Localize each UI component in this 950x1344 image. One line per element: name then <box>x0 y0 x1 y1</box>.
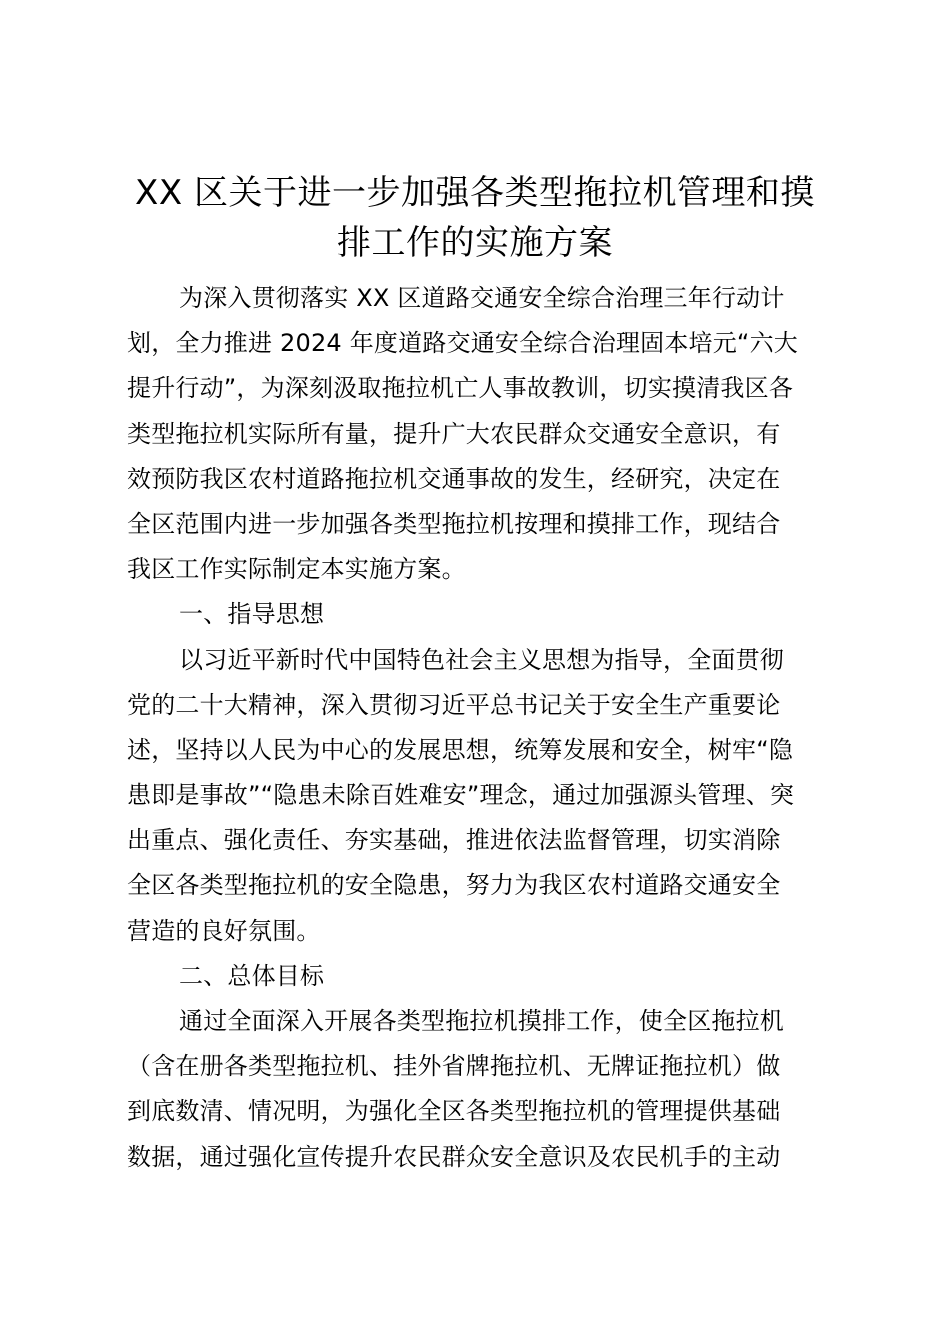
paragraph-line: 党的二十大精神，深入贯彻习近平总书记关于安全生产重要论 <box>127 690 781 719</box>
paragraph-line: 效预防我区农村道路拖拉机交通事故的发生，经研究，决定在 <box>127 464 781 493</box>
paragraph-line: 通过全面深入开展各类型拖拉机摸排工作，使全区拖拉机 <box>179 1007 784 1035</box>
paragraph-line: 以习近平新时代中国特色社会主义思想为指导，全面贯彻 <box>179 645 784 674</box>
paragraph-line: 我区工作实际制定本实施方案。 <box>127 555 466 584</box>
title-line-1: XX 区关于进一步加强各类型拖拉机管理和摸 <box>135 173 815 213</box>
paragraph-line: （含在册各类型拖拉机、挂外省牌拖拉机、无牌证拖拉机）做 <box>127 1052 781 1081</box>
paragraph-line: 划，全力推进 2024 年度道路交通安全综合治理固本培元“六大 <box>127 329 798 358</box>
title-line-2: 排工作的实施方案 <box>337 223 613 263</box>
section-heading-guiding-ideology: 一、指导思想 <box>179 600 325 629</box>
document-title <box>110 168 840 268</box>
paragraph-line: 到底数清、情况明，为强化全区各类型拖拉机的管理提供基础 <box>127 1097 781 1126</box>
paragraph-line: 营造的良好氛围。 <box>127 916 321 945</box>
document-body <box>127 276 839 1180</box>
paragraph-line: 全区各类型拖拉机的安全隐患，努力为我区农村道路交通安全 <box>127 871 781 900</box>
paragraph-line: 述，坚持以人民为中心的发展思想，统筹发展和安全，树牢“隐 <box>127 735 794 764</box>
paragraph-line: 类型拖拉机实际所有量，提升广大农民群众交通安全意识，有 <box>127 419 781 448</box>
paragraph-line: 全区范围内进一步加强各类型拖拉机按理和摸排工作，现结合 <box>127 509 781 538</box>
paragraph-line: 数据，通过强化宣传提升农民群众安全意识及农民机手的主动 <box>127 1142 781 1171</box>
paragraph-line: 患即是事故”“隐患未除百姓难安”理念，通过加强源头管理、突 <box>127 781 795 810</box>
paragraph-line: 为深入贯彻落实 XX 区道路交通安全综合治理三年行动计 <box>179 284 785 312</box>
paragraph-line: 出重点、强化责任、夯实基础，推进依法监督管理，切实消除 <box>127 826 781 855</box>
paragraph-line: 提升行动”，为深刻汲取拖拉机亡人事故教训，切实摸清我区各 <box>127 374 794 403</box>
section-heading-overall-goal: 二、总体目标 <box>179 961 325 990</box>
